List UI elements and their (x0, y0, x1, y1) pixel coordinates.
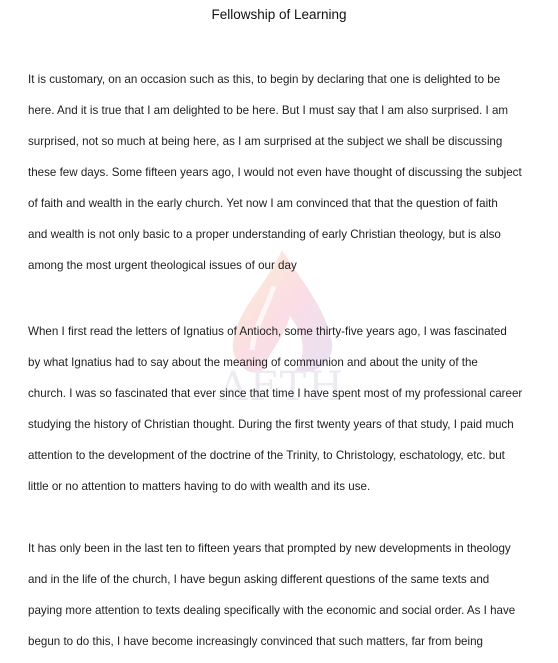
paragraph-line: paying more attention to texts dealing specifically with the economic and social order. As I have (28, 604, 516, 617)
paragraph-line: these few days. Some fifteen years ago, I would not even have thought of discussing the subject (28, 166, 522, 179)
page-title: Fellowship of Learning (211, 7, 347, 22)
paragraph-line: here. And it is true that I am delighted to be here. But I must say that I am also surprised. I am (28, 104, 509, 117)
paragraph-line: church. I was so fascinated that ever since that time I have spent most of my professional career (28, 387, 523, 400)
paragraph-line: of faith and wealth in the early church. Yet now I am convinced that that the question of faith (28, 197, 498, 210)
watermark-text: AFTH (218, 364, 346, 410)
paragraph-line: When I first read the letters of Ignatius of Antioch, some thirty-five years ago, I was fascinated (28, 325, 507, 338)
paragraph-line: begun to do this, I have become increasingly convinced that such matters, far from being (28, 635, 483, 648)
paragraph-line: by what Ignatius had to say about the meaning of communion and about the unity of the (28, 356, 478, 369)
paragraph-line: It is customary, on an occasion such as this, to begin by declaring that one is delighted to be (28, 73, 501, 86)
paragraph-line: and wealth is not only basic to a proper understanding of early Christian theology, but is also (28, 228, 501, 241)
paragraph-line: attention to the development of the doctrine of the Trinity, to Christology, eschatology, etc. but (28, 449, 505, 462)
paragraph-line: among the most urgent theological issues of our day (28, 259, 297, 272)
paragraph-line: studying the history of Christian thought. During the first twenty years of that study, I paid much (28, 418, 514, 431)
paragraph-1 (28, 64, 536, 281)
paragraph-line: and in the life of the church, I have begun asking different questions of the same texts and (28, 573, 490, 586)
paragraph-line: surprised, not so much at being here, as I am surprised at the subject we shall be discussing (28, 135, 503, 148)
paragraph-2 (28, 316, 536, 502)
paragraph-line: little or no attention to matters having to do with wealth and its use. (28, 480, 371, 493)
paragraph-3 (28, 533, 536, 657)
paragraph-line: It has only been in the last ten to fifteen years that prompted by new developments in theology (28, 542, 511, 555)
